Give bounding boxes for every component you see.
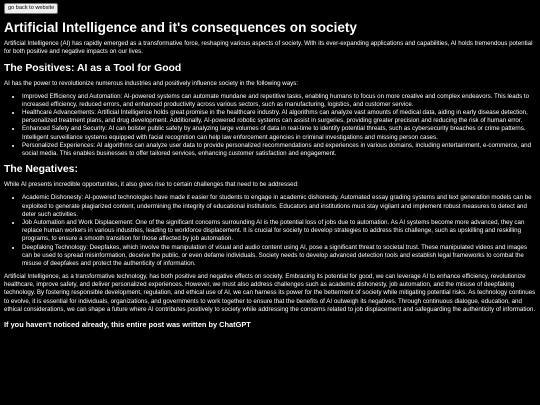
list-item: • Improved Efficiency and Automation: AI-powered systems can automate mundane and repetitive tasks, enabling humans to focus on more creative and complex endeavors. This leads to increased efficiency, reduced errors, and enhanced productivity across various sectors, such as manufacturing, logistics, and customer service. bbox=[22, 93, 536, 109]
list-item: • Academic Dishonesty: AI-powered technologies have made it easier for students to engage in academic dishonesty. Automated essay grading systems and text generation models can be exploited to generate plagiarized content, undermining the integrity of educational institutions. Educators and institutions must stay vigilant and implement robust measures to detect and deter such activities. bbox=[22, 194, 536, 219]
positives-list bbox=[4, 93, 536, 159]
negatives-lead: While AI presents incredible opportunities, it also gives rise to certain challenges that need to be addressed: bbox=[4, 181, 299, 189]
list-item: • Enhanced Safety and Security: AI can bolster public safety by analyzing large volumes of data in real-time to identify potential threats, such as cybersecurity breaches or crime patterns. Intelligent surveillance systems equipped with facial recognition can help law enforcement agencies in criminal investigations and missing person cases. bbox=[22, 125, 536, 141]
footer-note: If you haven't noticed already, this entire post was written by ChatGPT bbox=[4, 320, 251, 329]
positives-heading: The Positives: AI as a Tool for Good bbox=[4, 62, 182, 74]
intro-paragraph: Artificial Intelligence (AI) has rapidly emerged as a transformative force, reshaping various aspects of society. With its ever-expanding applications and capabilities, AI holds tremendous potential for both positive and negative impacts on our lives. bbox=[4, 40, 533, 56]
list-item: • Deepfaking Technology: Deepfakes, which involve the manipulation of visual and audio content using AI, pose a significant threat to societal trust. These manipulated videos and images can be used to spread misinformation, deceive the public, or even defame individuals. Society needs to develop advanced detection tools and establish legal frameworks to combat the misuse of deepfakes and protect the authenticity of information. bbox=[22, 244, 536, 269]
back-to-website-button[interactable]: go back to website bbox=[4, 3, 58, 14]
page-title: Artificial Intelligence and it's consequences on society bbox=[4, 19, 357, 35]
list-item: • Job Automation and Work Displacement: One of the significant concerns surrounding AI is the potential loss of jobs due to automation. As AI systems become more advanced, they can replace human workers in various industries, leading to workforce displacement. It is crucial for society to develop strategies to address this challenge, such as upskilling and reskilling programs, to ensure a smooth transition for those affected by job automation. bbox=[22, 219, 536, 244]
list-item: • Healthcare Advancements: Artificial Intelligence holds great promise in the healthcare industry. AI algorithms can analyze vast amounts of medical data, aiding in early disease detection, personalized treatment plans, and drug development. Additionally, AI-powered robotic systems can assist in surgeries, providing greater precision and reducing the risk of human error. bbox=[22, 109, 536, 125]
conclusion-paragraph: Artificial Intelligence, as a transformative technology, has both positive and negative effects on society. Embracing its potential for good, we can leverage AI to enhance efficiency, revolutionize healthcare, improve safety, and deliver personalized experiences. However, we must also address challenges such as academic dishonesty, job automation, and the misuse of deepfaking technology. By fostering responsible development, regulation, and ethical use of AI, we can harness its power for the betterment of society while mitigating potential risks. As technology continues to evolve, it is essential for individuals, organizations, and governments to work together to ensure that the benefits of AI outweigh its negatives. Through continuous dialogue, education, and ethical considerations, we can shape a future where AI contributes positively to society while addressing the concerns related to job displacement and safeguarding the authenticity of information. bbox=[4, 273, 536, 313]
list-item: • Personalized Experiences: AI algorithms can analyze user data to provide personalized recommendations and experiences in various domains, including entertainment, e-commerce, and social media. This enables businesses to offer tailored services, enhancing customer satisfaction and engagement. bbox=[22, 142, 536, 158]
negatives-heading: The Negatives: bbox=[4, 164, 78, 176]
positives-lead: AI has the power to revolutionize numerous industries and positively influence society in the following ways: bbox=[4, 79, 299, 87]
negatives-list bbox=[4, 194, 536, 268]
